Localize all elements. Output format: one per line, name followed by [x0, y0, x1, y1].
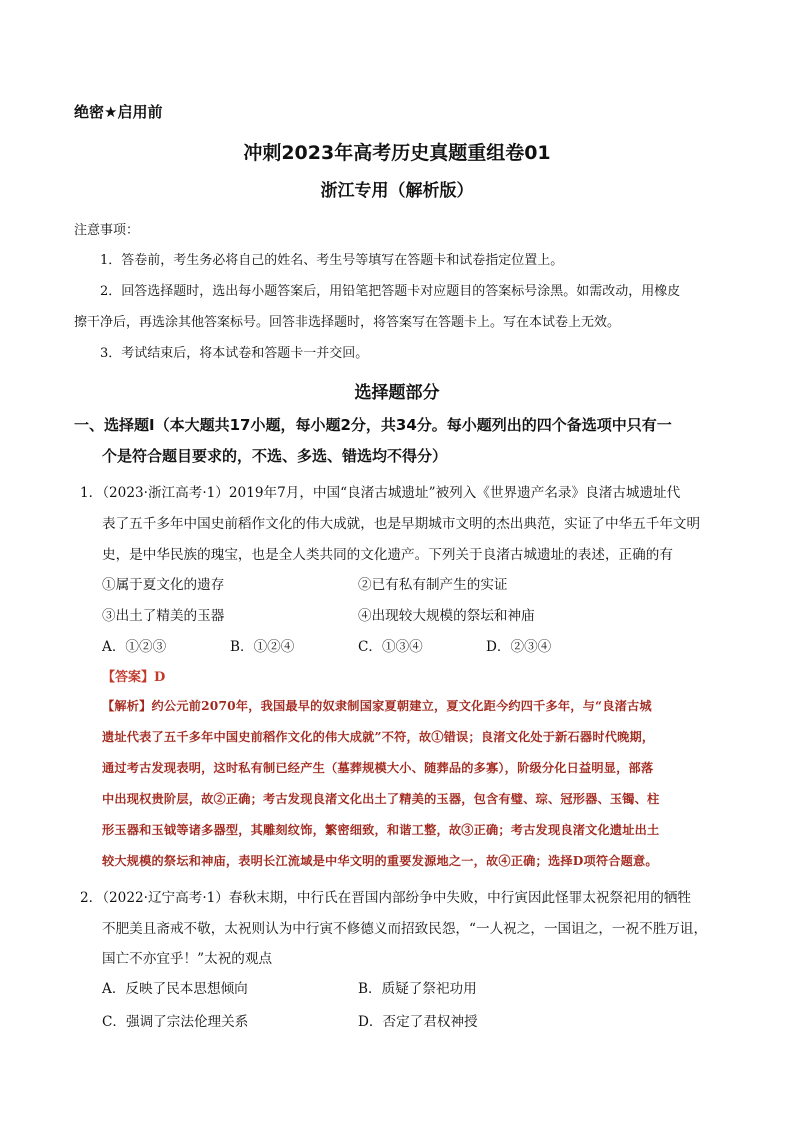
q2-option-d: D．否定了君权神授 [358, 1014, 478, 1030]
page-title: 冲刺2023年高考历史真题重组卷01 [243, 142, 551, 164]
q1-option-d: D．②③④ [486, 639, 552, 655]
notice-line-4: 3．考试结束后，将本试卷和答题卡一并交回。 [100, 346, 369, 361]
q1-explanation-line-6: 较大规模的祭坛和神庙，表明长江流域是中华文明的重要发源地之一，故④正确；选择D项符合题意。 [102, 854, 658, 868]
q1-statement-4: ④出现较大规模的祭坛和神庙 [358, 608, 535, 624]
section-heading: 选择题部分 [354, 383, 440, 403]
part-instruction-line-1: 一、选择题Ⅰ（本大题共17小题，每小题2分，共34分。每小题列出的四个备选项中只有一 [74, 416, 672, 434]
q1-explanation-line-5: 形玉器和玉钺等诸多器型，其雕刻纹饰，繁密细致，和谐工整，故③正确；考古发现良渚文化遗址出土 [102, 823, 660, 837]
confidential-label: 绝密★启用前 [74, 103, 163, 121]
q2-option-a: A．反映了民本思想倾向 [102, 981, 248, 997]
q1-stem-line-1: 1．（2023·浙江高考·1）2019年7月，中国“良渚古城遗址”被列入《世界遗产名录》良渚古城遗址代 [80, 485, 681, 501]
q1-answer: 【答案】D [102, 670, 166, 685]
notice-line-1: 1．答卷前，考生务必将自己的姓名、考生号等填写在答题卡和试卷指定位置上。 [100, 253, 564, 268]
q1-explanation-line-2: 遗址代表了五千多年中国史前稻作文化的伟大成就”不符，故①错误；良渚文化处于新石器时代晚期， [102, 730, 655, 744]
q2-option-c: C．强调了宗法伦理关系 [102, 1014, 249, 1030]
q1-statement-1: ①属于夏文化的遗存 [102, 577, 225, 593]
q1-option-c: C．①③④ [358, 639, 423, 655]
page-subtitle: 浙江专用（解析版） [320, 181, 474, 201]
notice-heading: 注意事项： [74, 223, 140, 238]
q2-stem-line-3: 国亡不亦宜乎！”太祝的观点 [102, 951, 273, 967]
q1-explanation-line-3: 通过考古发现表明，这时私有制已经产生（墓葬规模大小、随葬品的多寡），阶级分化日益明显，部落 [102, 761, 654, 775]
q1-option-b: B．①②④ [230, 639, 295, 655]
q1-explanation-line-1: 【解析】约公元前2070年，我国最早的奴隶制国家夏朝建立，夏文化距今约四千多年，与“良渚古城 [102, 699, 652, 713]
q2-stem-line-2: 不肥美且斋戒不敬，太祝则认为中行寅不修德义而招致民怨，“一人祝之，一国诅之，一祝不胜万诅， [102, 921, 708, 937]
q1-explanation-line-4: 中出现权贵阶层，故②正确；考古发现良渚文化出土了精美的玉器，包含有璧、琮、冠形器、玉镯、柱 [102, 792, 660, 806]
q2-option-b: B．质疑了祭祀功用 [358, 981, 477, 997]
q1-statement-3: ③出土了精美的玉器 [102, 608, 225, 624]
notice-line-3: 擦干净后，再选涂其他答案标号。回答非选择题时，将答案写在答题卡上。写在本试卷上无效。 [74, 315, 621, 330]
q1-stem-line-3: 史，是中华民族的瑰宝，也是全人类共同的文化遗产。下列关于良渚古城遗址的表述，正确的有 [102, 547, 673, 563]
q1-stem-line-2: 表了五千多年中国史前稻作文化的伟大成就，也是早期城市文明的杰出典范，实证了中华五千年文明 [102, 516, 701, 532]
q2-stem-line-1: 2．（2022·辽宁高考·1）春秋末期，中行氏在晋国内部纷争中失败，中行寅因此怪罪太祝祭祀用的牺牲 [80, 890, 692, 906]
q1-statement-2: ②已有私有制产生的实证 [358, 577, 508, 593]
notice-line-2: 2．回答选择题时，选出每小题答案后，用铅笔把答题卡对应题目的答案标号涂黑。如需改动，用橡皮 [100, 284, 681, 299]
part-instruction-line-2: 个是符合题目要求的，不选、多选、错选均不得分） [102, 447, 448, 465]
q1-option-a: A．①②③ [102, 639, 167, 655]
